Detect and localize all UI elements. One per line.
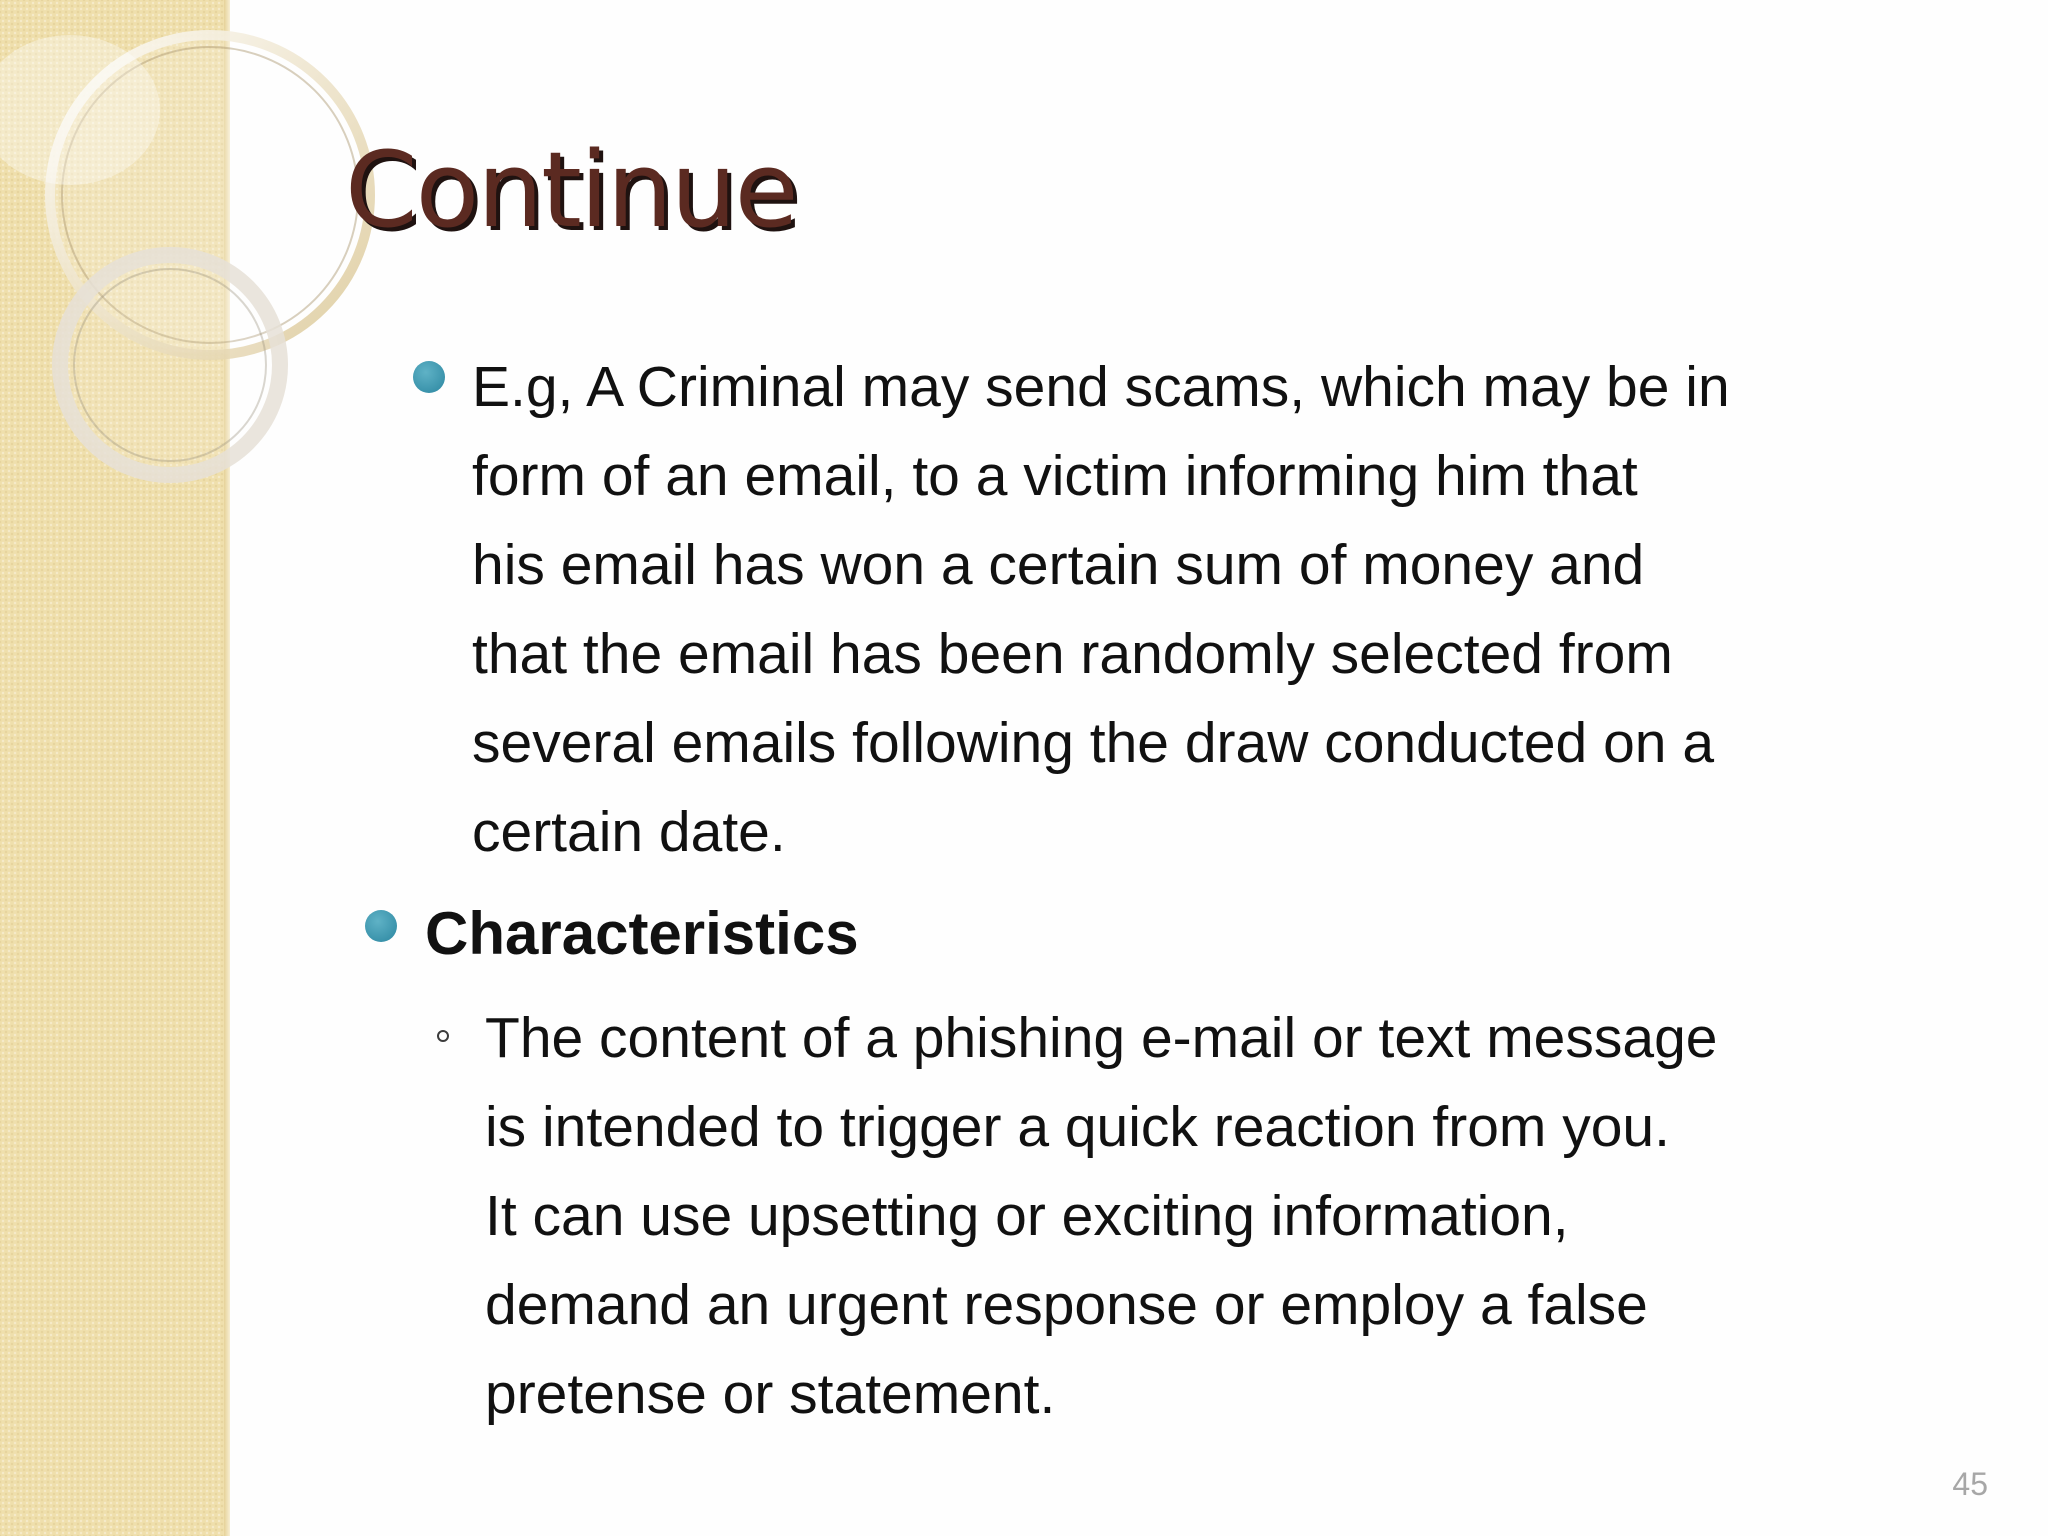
text-line: that the email has been randomly selected from	[472, 622, 1673, 686]
text-line: demand an urgent response or employ a false	[485, 1273, 1648, 1337]
text-line: E.g, A Criminal may send scams, which may be in	[472, 355, 1730, 419]
characteristics-heading: Characteristics	[425, 900, 859, 967]
bullet-dot-icon	[413, 361, 445, 393]
bullet-dot-icon	[365, 910, 397, 942]
text-line: It can use upsetting or exciting information,	[485, 1184, 1569, 1248]
hollow-circle-bullet-icon	[437, 1030, 449, 1042]
text-line: The content of a phishing e-mail or text message	[485, 1006, 1718, 1070]
text-line: form of an email, to a victim informing him that	[472, 444, 1638, 508]
bullet-example-text	[472, 343, 1730, 877]
slide-title: Continue	[345, 129, 797, 251]
text-line: certain date.	[472, 800, 786, 864]
small-ring-shape	[60, 255, 280, 475]
decorative-rings-graphic	[0, 0, 420, 560]
text-line: pretense or statement.	[485, 1362, 1056, 1426]
text-line: his email has won a certain sum of money and	[472, 533, 1645, 597]
page-number: 45	[1952, 1466, 1988, 1502]
text-line: several emails following the draw conducted on a	[472, 711, 1715, 775]
text-line: is intended to trigger a quick reaction from you.	[485, 1095, 1670, 1159]
characteristics-sub-bullet-text	[485, 994, 1718, 1439]
